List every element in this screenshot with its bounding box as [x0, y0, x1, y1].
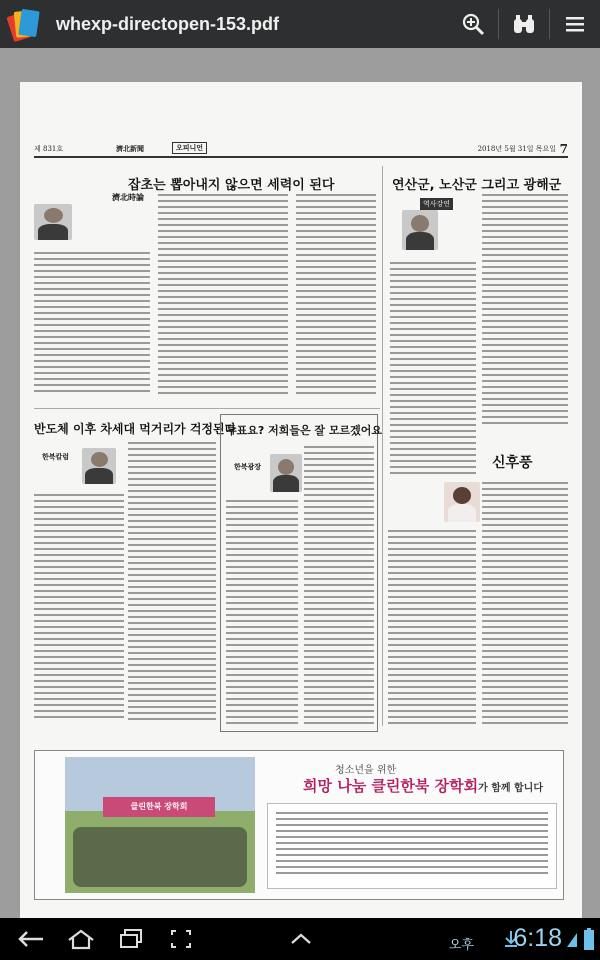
ad-subtitle: 청소년을 위한 — [335, 765, 397, 776]
pdf-page[interactable] — [20, 82, 582, 932]
section-name: 오피니언 — [172, 142, 207, 154]
ad-title — [303, 775, 543, 796]
headline-semiconductor: 반도체 이후 차세대 먹거리가 걱정된다 — [34, 422, 237, 436]
article-text — [34, 252, 150, 402]
article-text — [390, 262, 476, 482]
article-text — [226, 500, 298, 728]
columnist-photo — [34, 204, 72, 240]
menu-button[interactable] — [550, 0, 600, 48]
ad-title-b: 클린한북 장학회 — [371, 777, 479, 795]
ad-info-box — [267, 803, 557, 889]
article-text — [158, 194, 288, 402]
page-masthead — [34, 140, 568, 158]
recent-apps-button[interactable] — [106, 918, 156, 960]
wifi-icon — [566, 930, 578, 952]
newspaper-name: 濟北新聞 — [116, 144, 144, 153]
home-button[interactable] — [56, 918, 106, 960]
binoculars-icon — [512, 13, 536, 35]
clock-time: 6:18 — [513, 924, 562, 952]
page-number: 7 — [559, 142, 568, 156]
columnist-photo — [270, 454, 302, 492]
headline-weeds: 잡초는 뽑아내지 않으면 세력이 된다 — [128, 178, 335, 193]
issue-number: 제 831호 — [34, 145, 64, 153]
ad-banner-text: 클린한북 장학회 — [103, 797, 215, 817]
screenshot-button[interactable] — [156, 918, 206, 960]
column-name-hanbuk-square: 한북광장 — [234, 463, 262, 471]
headline-kings: 연산군, 노산군 그리고 광해군 — [392, 178, 562, 193]
home-icon — [66, 928, 96, 950]
battery-icon — [584, 928, 594, 954]
back-button[interactable] — [6, 918, 56, 960]
column-name-hanbuk: 한북칼럼 — [42, 453, 70, 461]
headline-voting: 투표요? 저희들은 잘 모르겠어요 — [226, 424, 383, 437]
columnist-photo — [444, 482, 480, 522]
system-nav-bar — [0, 918, 600, 960]
ad-info-text — [276, 812, 548, 882]
ad-title-c: 가 함께 합니다 — [478, 783, 544, 794]
article-text — [128, 442, 216, 724]
issue-date: 2018년 5월 31일 목요일 — [477, 145, 556, 153]
app-logo-icon — [6, 6, 42, 42]
find-button[interactable] — [499, 0, 549, 48]
document-viewer[interactable] — [0, 48, 600, 918]
menu-icon — [565, 15, 585, 33]
article-text — [304, 446, 374, 728]
column-name-jebuk-sinon: 濟北時論 — [112, 192, 144, 202]
column-name-history: 역사강연 — [420, 198, 453, 210]
search-zoom-button[interactable] — [448, 0, 498, 48]
ad-title-a: 희망 나눔 — [303, 777, 367, 795]
search-zoom-icon — [461, 12, 485, 36]
article-text — [34, 494, 124, 724]
article-text — [482, 482, 568, 726]
section-rule — [34, 408, 380, 409]
chevron-up-icon — [289, 932, 313, 946]
article-text — [296, 194, 376, 402]
columnist-photo — [82, 448, 116, 484]
article-text — [388, 530, 476, 726]
recent-apps-icon — [118, 928, 144, 950]
show-more-button[interactable] — [276, 918, 326, 960]
document-title: whexp-directopen-153.pdf — [56, 13, 280, 34]
back-arrow-icon — [17, 930, 45, 948]
group-photo — [65, 757, 255, 893]
app-bar — [0, 0, 600, 48]
column-divider — [382, 166, 383, 726]
columnist-photo — [402, 210, 438, 250]
clock-ampm: 오후 — [448, 938, 474, 953]
article-text — [482, 194, 568, 432]
column-name-sinhupung: 신후풍 — [492, 455, 533, 471]
scholarship-ad — [34, 750, 564, 900]
screenshot-icon — [170, 929, 192, 949]
